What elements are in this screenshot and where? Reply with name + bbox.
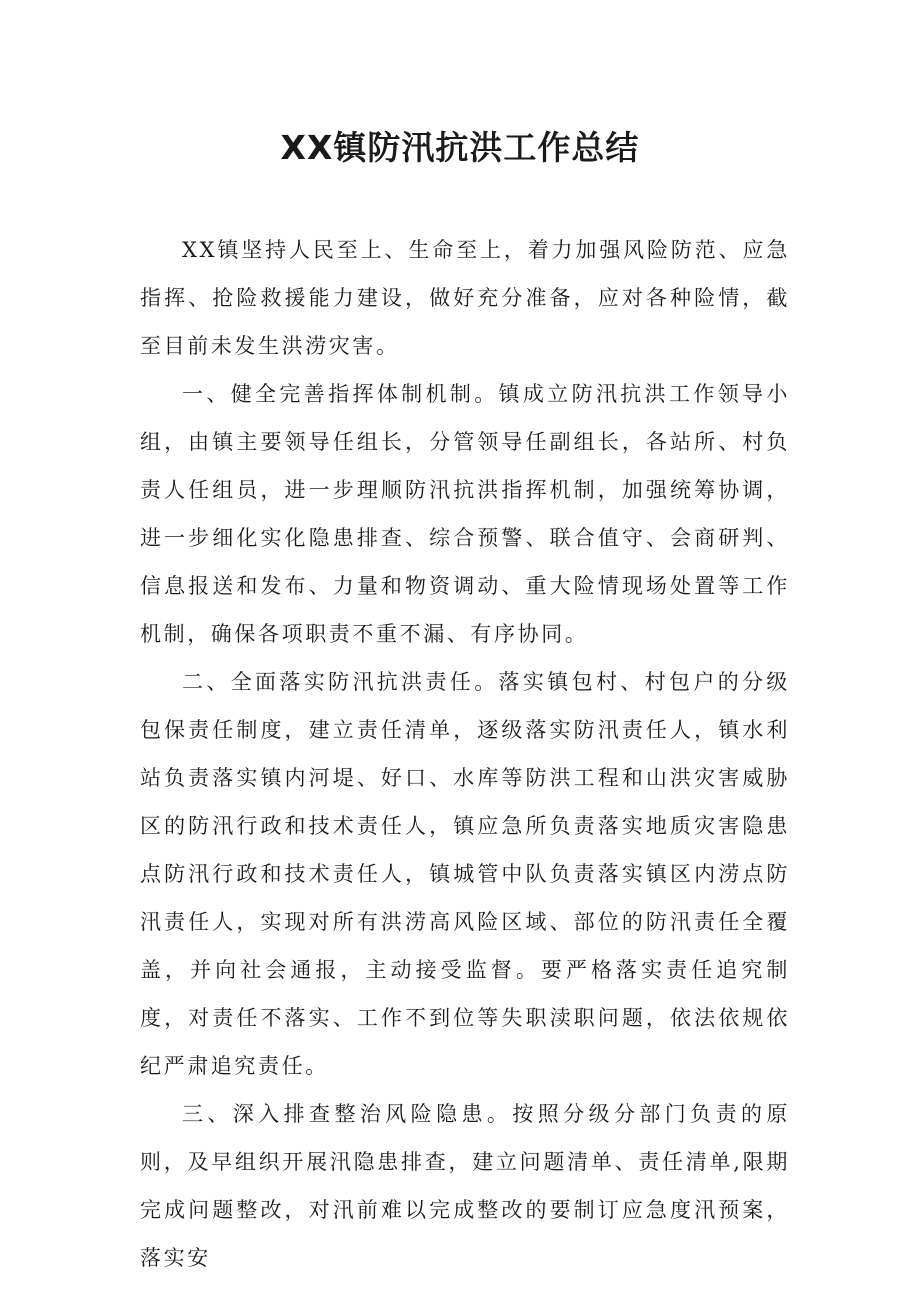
paragraph-section-2: 二、全面落实防汛抗洪责任。落实镇包村、村包户的分级包保责任制度，建立责任清单，逐级落实防汛责任人，镇水利站负责落实镇内河堤、好口、水库等防洪工程和山洪灾害威胁区的防汛行政和技术责任人，镇应急所负责落实地质灾害隐患点防汛行政和技术责任人，镇城管中队负责落实镇区内涝点防汛责任人，实现对所有洪涝高风险区域、部位的防汛责任全覆盖，并向社会通报，主动接受监督。要严格落实责任追究制度，对责任不落实、工作不到位等失职渎职问题，依法依规依纪严肃追究责任。 [140,670,790,1078]
paragraph-section-3: 三、深入排查整治风险隐患。按照分级分部门负责的原则，及早组织开展汛隐患排查，建立问题清单、责任清单,限期完成问题整改，对汛前难以完成整改的要制订应急度汛预案，落实安 [140,1102,790,1270]
document-body [140,226,790,1282]
paragraph-intro: XX镇坚持人民至上、生命至上，着力加强风险防范、应急指挥、抢险救援能力建设，做好充分准备，应对各种险情，截至目前未发生洪涝灾害。 [140,238,790,358]
paragraph-section-1: 一、健全完善指挥体制机制。镇成立防汛抗洪工作领导小组，由镇主要领导任组长，分管领导任副组长，各站所、村负责人任组员，进一步理顺防汛抗洪指挥机制，加强统筹协调，进一步细化实化隐患排查、综合预警、联合值守、会商研判、信息报送和发布、力量和物资调动、重大险情现场处置等工作机制，确保各项职责不重不漏、有序协同。 [140,382,790,646]
document-title: XX镇防汛抗洪工作总结 [280,128,640,167]
